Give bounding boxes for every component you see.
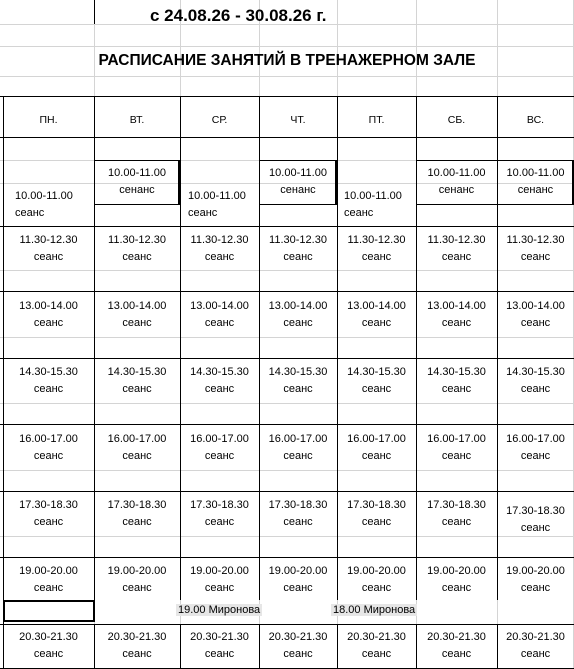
day-header-mon: ПН. [39,114,58,126]
session-thu-4 [259,364,337,398]
session-time: 17.30-18.30 [347,499,406,511]
table-border [0,96,574,97]
session-label: сеанс [361,516,392,528]
session-time: 20.30-21.30 [19,631,78,643]
page-title: РАСПИСАНИЕ ЗАНЯТИЙ В ТРЕНАЖЕРНОМ ЗАЛЕ [98,52,476,69]
note-wednesday: 19.00 Миронова [178,604,261,616]
session-fri-5 [337,431,416,465]
grid-line [0,337,574,338]
session-sun-1: 10.00-11.00 сенанс [506,167,565,196]
session-wed-8 [180,629,259,663]
session-time: 11.30-12.30 [108,234,166,246]
session-time: 13.00-14.00 [268,300,328,312]
day-header-tue: ВТ. [129,114,145,126]
session-time: 11.30-12.30 [427,234,486,246]
session-label: сеанс [122,251,152,263]
session-fri-4 [337,364,416,398]
session-fri-8 [337,629,416,663]
session-thu-5 [259,431,337,465]
session-time: 11.30-12.30 [269,234,327,246]
session-sat-3 [416,298,497,332]
table-border [94,0,95,24]
date-range: с 24.08.26 - 30.08.26 г. [150,6,327,25]
session-time: 19.00-20.00 [268,565,328,577]
session-tue-8 [94,629,180,663]
grid-line [0,46,574,47]
session-label: сеанс [204,383,235,395]
session-time: 16.00-17.00 [107,433,167,445]
session-time: 16.00-17.00 [19,433,78,445]
session-tue-7 [94,563,180,597]
table-border [0,226,574,227]
slot-box-border [416,204,497,205]
table-border [0,358,574,359]
session-label: сеанс [361,317,392,329]
session-time: 17.30-18.30 [107,499,167,511]
table-border [0,291,574,292]
session-fri-3 [337,298,416,332]
session-label: сеанс [204,582,235,594]
session-sun-4 [497,364,574,398]
session-tue-4 [94,364,180,398]
session-tue-3 [94,298,180,332]
session-label: сеанс [361,383,392,395]
session-label: сеанс [33,450,64,462]
session-label: сеанс [204,450,235,462]
session-thu-1: 10.00-11.00 сенанс [269,167,327,196]
session-sun-7 [497,563,574,597]
session-time: 19.00-20.00 [190,565,249,577]
session-time: 14.30-15.30 [427,366,486,378]
session-sun-2 [497,232,574,266]
session-sun-5 [497,431,574,465]
session-label: сеанс [441,648,472,660]
session-label: сеанс [204,648,235,660]
session-time: 13.00-14.00 [347,300,406,312]
session-thu-3 [259,298,337,332]
session-label: сеанс [33,516,64,528]
selected-cell[interactable] [3,600,95,622]
session-time: 20.30-21.30 [427,631,486,643]
session-label: сеанс [361,648,392,660]
session-tue-5 [94,431,180,465]
session-time: 16.00-17.00 [506,433,565,445]
grid-line [0,403,574,404]
grid-line [0,470,574,471]
session-time: 16.00-17.00 [190,433,249,445]
session-wed-4 [180,364,259,398]
session-label: сеанс [283,648,313,660]
session-label: сеанс [283,317,313,329]
session-label: сеанс [122,383,152,395]
session-sat-2 [416,232,497,266]
session-time: 19.00-20.00 [427,565,486,577]
note-friday: 18.00 Миронова [333,604,416,616]
session-time: 19.00-20.00 [347,565,406,577]
session-label: сеанс [520,251,551,263]
session-fri-1: 10.00-11.00 сеанс [344,190,402,219]
session-time: 19.00-20.00 [506,565,565,577]
session-label: сеанс [520,383,551,395]
session-label: сеанс [33,648,64,660]
session-label: сеанс [122,317,152,329]
session-time: 14.30-15.30 [347,366,406,378]
session-label: сеанс [204,317,235,329]
session-thu-8 [259,629,337,663]
session-thu-6 [259,497,337,531]
session-time: 16.00-17.00 [427,433,486,445]
session-label: сеанс [204,251,235,263]
session-wed-7 [180,563,259,597]
session-wed-1: 10.00-11.00 сеанс [188,190,246,219]
session-label: сеанс [33,582,64,594]
session-time: 14.30-15.30 [268,366,328,378]
table-border [0,557,574,558]
slot-box-border [94,204,180,205]
session-label: сеанс [361,251,392,263]
session-sat-5 [416,431,497,465]
session-fri-7 [337,563,416,597]
session-fri-6 [337,497,416,531]
session-mon-7 [3,563,94,597]
session-time: 17.30-18.30 [506,505,565,517]
session-label: сеанс [520,317,551,329]
session-wed-6 [180,497,259,531]
session-label: сеанс [441,516,472,528]
session-sun-8 [497,629,574,663]
session-sat-7 [416,563,497,597]
session-tue-2 [94,232,180,266]
slot-box-border [416,160,497,161]
session-label: сеанс [441,251,472,263]
session-tue-6 [94,497,180,531]
day-header-thu: ЧТ. [290,114,306,126]
session-label: сеанс [122,450,152,462]
session-time: 13.00-14.00 [190,300,249,312]
session-time: 17.30-18.30 [190,499,249,511]
session-time: 14.30-15.30 [190,366,249,378]
session-time: 13.00-14.00 [107,300,167,312]
day-header-wed: СР. [211,114,228,126]
session-label: сеанс [520,582,551,594]
session-wed-2 [180,232,259,266]
session-mon-5 [3,431,94,465]
session-time: 20.30-21.30 [268,631,328,643]
session-time: 11.30-12.30 [190,234,249,246]
session-label: сеанс [283,582,313,594]
table-border [0,424,574,425]
table-border [0,491,574,492]
session-label: сеанс [122,516,152,528]
slot-box-border [94,160,180,161]
grid-line [0,536,574,537]
session-time: 11.30-12.30 [347,234,406,246]
session-sat-1: 10.00-11.00 сенанс [427,167,486,196]
session-time: 19.00-20.00 [107,565,167,577]
session-label: сеанс [33,251,64,263]
session-mon-4 [3,364,94,398]
session-time: 17.30-18.30 [19,499,78,511]
session-time: 17.30-18.30 [268,499,328,511]
session-time: 17.30-18.30 [427,499,486,511]
session-time: 20.30-21.30 [347,631,406,643]
session-time: 13.00-14.00 [506,300,565,312]
session-sat-6 [416,497,497,531]
day-header-fri: ПТ. [368,114,385,126]
session-sun-3 [497,298,574,332]
session-label: сеанс [361,582,392,594]
session-time: 13.00-14.00 [427,300,486,312]
slot-box-border [497,160,574,161]
session-mon-6 [3,497,94,531]
table-border [0,624,574,625]
session-time: 20.30-21.30 [107,631,167,643]
session-time: 14.30-15.30 [506,366,565,378]
slot-box-border [497,204,574,205]
session-label: сеанс [33,317,64,329]
session-label: сеанс [441,383,472,395]
slot-box-border [259,160,337,161]
session-wed-3 [180,298,259,332]
session-mon-3 [3,298,94,332]
session-label: сеанс [204,516,235,528]
session-mon-8 [3,629,94,663]
session-label: сеанс [441,317,472,329]
session-sat-4 [416,364,497,398]
session-time: 14.30-15.30 [107,366,167,378]
session-label: сеанс [441,450,472,462]
session-label: сеанс [361,450,392,462]
session-wed-5 [180,431,259,465]
session-sun-6 [497,503,574,537]
session-label: сеанс [122,648,152,660]
session-thu-2 [259,232,337,266]
session-label: сеанс [122,582,152,594]
session-thu-7 [259,563,337,597]
session-time: 20.30-21.30 [190,631,249,643]
session-label: сеанс [441,582,472,594]
table-border [0,137,574,138]
session-label: сеанс [283,251,313,263]
session-label: сеанс [33,383,64,395]
grid-line [0,270,574,271]
session-sat-8 [416,629,497,663]
session-label: сеанс [283,383,313,395]
session-time: 11.30-12.30 [19,234,78,246]
session-tue-1: 10.00-11.00 сенанс [108,167,166,196]
grid-line [0,76,574,77]
session-time: 13.00-14.00 [19,300,78,312]
session-time: 14.30-15.30 [19,366,78,378]
session-label: сеанс [283,516,313,528]
session-time: 19.00-20.00 [19,565,78,577]
session-time: 20.30-21.30 [506,631,565,643]
session-time: 16.00-17.00 [268,433,328,445]
session-label: сеанс [520,522,551,534]
session-label: сеанс [283,450,313,462]
session-fri-2 [337,232,416,266]
session-mon-2 [3,232,94,266]
day-header-sun: ВС. [526,114,545,126]
session-label: сеанс [520,450,551,462]
day-header-sat: СБ. [447,114,466,126]
session-mon-1: 10.00-11.00 сеанс [15,190,73,219]
session-time: 16.00-17.00 [347,433,406,445]
session-time: 11.30-12.30 [506,234,565,246]
session-label: сеанс [520,648,551,660]
slot-box-border [259,204,337,205]
